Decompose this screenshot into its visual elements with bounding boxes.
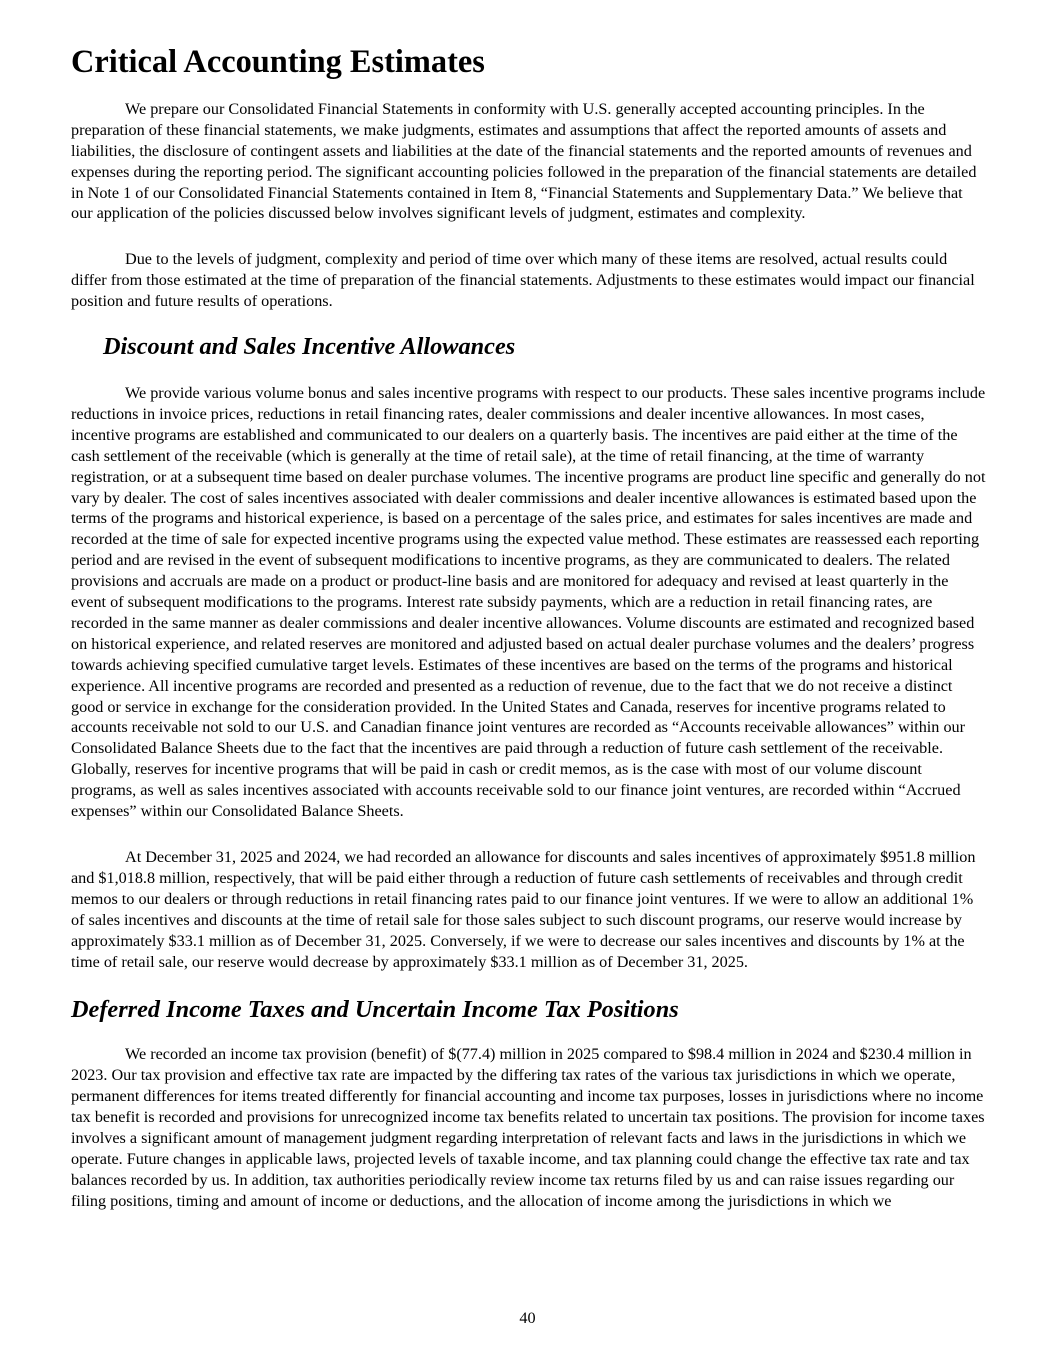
paragraph-allowance-amounts: At December 31, 2025 and 2024, we had recorded an allowance for discounts and sales incentives of approximately $951.8 million and $1,018.8 million, respectively, that will be paid either through a reduction of future cash settlements of receivables and through credit memos to our dealers or through reductions in retail financing rates paid to our finance joint ventures. If we were to allow an additional 1% of sales incentives and discounts at the time of retail sale for those sales subject to such discount programs, our reserve would increase by approximately $33.1 million as of December 31, 2025. Conversely, if we were to decrease our sales incentives and discounts by 1% at the time of retail sale, our reserve would decrease by approximately $33.1 million as of December 31, 2025. <box>71 848 976 971</box>
subheading-deferred-income-taxes: Deferred Income Taxes and Uncertain Income Tax Positions <box>71 996 679 1024</box>
paragraph-judgment-complexity: Due to the levels of judgment, complexity and period of time over which many of these items are resolved, actual results could differ from those estimated at the time of preparation of the financial statements. Adjustments to these estimates would impact our financial position and future results of operations. <box>71 250 975 311</box>
page-number: 40 <box>519 1309 536 1327</box>
subheading-discount-sales-incentive-allowances: Discount and Sales Incentive Allowances <box>103 333 516 361</box>
document-content <box>71 44 986 1212</box>
paragraph-financial-statements-preparation: We prepare our Consolidated Financial Statements in conformity with U.S. generally accepted accounting principles. In the preparation of these financial statements, we make judgments, estimates and assumptions that affect the reported amounts of assets and liabilities, the disclosure of contingent assets and liabilities at the date of the financial statements and the reported amounts of revenues and expenses during the reporting period. The significant accounting policies followed in the preparation of the financial statements are detailed in Note 1 of our Consolidated Financial Statements contained in Item 8, “Financial Statements and Supplementary Data.” We believe that our application of the policies discussed below involves significant levels of judgment, estimates and complexity. <box>71 99 977 223</box>
paragraph-income-tax-provision: We recorded an income tax provision (benefit) of $(77.4) million in 2025 compared to $98.4 million in 2024 and $230.4 million in 2023. Our tax provision and effective tax rate are impacted by the differing tax rates of the various tax jurisdictions in which we operate, permanent differences for items treated differently for financial accounting and income tax purposes, losses in jurisdictions where no income tax benefit is recorded and provisions for unrecognized income tax benefits related to uncertain tax positions. The provision for income taxes involves a significant amount of management judgment regarding interpretation of relevant facts and laws in the jurisdictions in which we operate. Future changes in applicable laws, projected levels of taxable income, and tax planning could change the effective tax rate and tax balances recorded by us. In addition, tax authorities periodically review income tax returns filed by us and can raise issues regarding our filing positions, timing and amount of income or deductions, and the allocation of income among the jurisdictions in which we <box>71 1045 985 1210</box>
section-heading-critical-accounting-estimates: Critical Accounting Estimates <box>71 44 485 80</box>
paragraph-sales-incentive-programs: We provide various volume bonus and sales incentive programs with respect to our products. These sales incentive programs include reductions in invoice prices, reductions in retail financing rates, dealer commissions and dealer incentive allowances. In most cases, incentive programs are established and communicated to our dealers on a quarterly basis. The incentives are paid either at the time of the cash settlement of the receivable (which is generally at the time of retail sale), at the time of retail financing, at the time of warranty registration, or at a subsequent time based on dealer purchase volumes. The incentive programs are product line specific and generally do not vary by dealer. The cost of sales incentives associated with dealer commissions and dealer incentive allowances is estimated based upon the terms of the programs and historical experience, is based on a percentage of the sales price, and estimates for sales incentives are made and recorded at the time of sale for expected incentive programs using the expected value method. These estimates are reassessed each reporting period and are revised in the event of subsequent modifications to incentive programs, as they are communicated to dealers. The related provisions and accruals are made on a product or product-line basis and are monitored for adequacy and revised at least quarterly in the event of subsequent modifications to the programs. Interest rate subsidy payments, which are a reduction in retail financing rates, are recorded in the same manner as dealer commissions and dealer incentive allowances. Volume discounts are estimated and recognized based on historical experience, and related reserves are monitored and adjusted based on actual dealer purchase volumes and the dealers’ progress towards achieving specified cumulative target levels. Estimates of these incentives are based on the terms of the programs and historical experience. All incentive programs are recorded and presented as a reduction of revenue, due to the fact that we do not receive a distinct good or service in exchange for the consideration provided. In the United States and Canada, reserves for incentive programs related to accounts receivable not sold to our U.S. and Canadian finance joint ventures are recorded as “Accounts receivable allowances” within our Consolidated Balance Sheets due to the fact that the incentives are paid through a reduction of future cash settlement of the receivable. Globally, reserves for incentive programs that will be paid in cash or credit memos, as is the case with most of our volume discount programs, as well as sales incentives associated with accounts receivable sold to our finance joint ventures, are recorded within “Accrued expenses” within our Consolidated Balance Sheets. <box>71 383 986 821</box>
